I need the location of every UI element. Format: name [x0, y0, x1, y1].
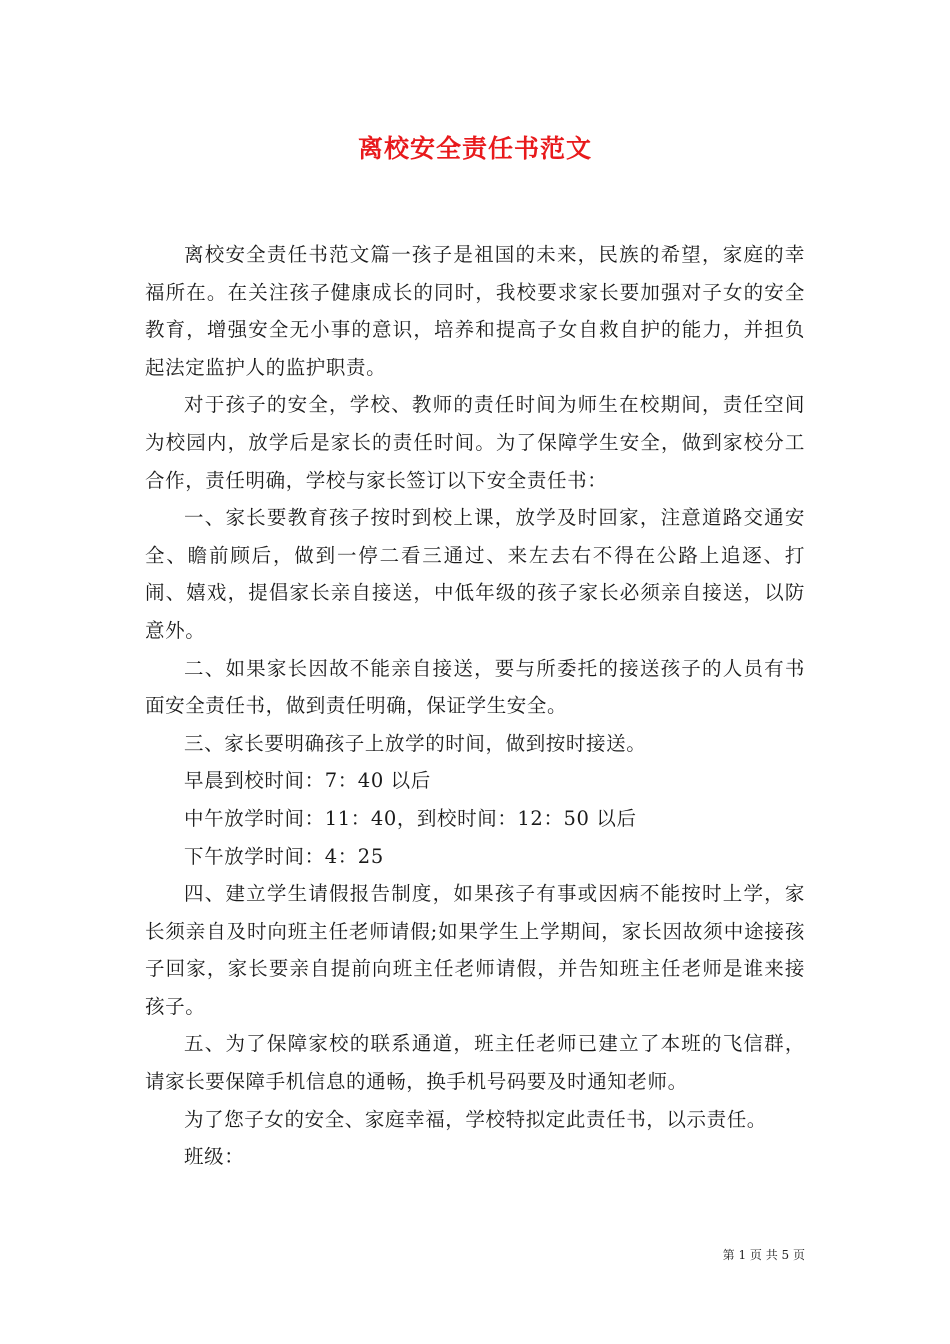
paragraph-item-1: 一、家长要教育孩子按时到校上课，放学及时回家，注意道路交通安全、瞻前顾后，做到一停二看三通过、来左去右不得在公路上追逐、打闹、嬉戏，提倡家长亲自接送，中低年级的孩子家长必须亲自接送，以防意外。 — [145, 506, 805, 642]
document-title: 离校安全责任书范文 — [357, 134, 592, 163]
schedule-morning: 早晨到校时间：7：40 以后 — [184, 769, 431, 793]
paragraph-intro: 离校安全责任书范文篇一孩子是祖国的未来，民族的希望，家庭的幸福所在。在关注孩子健康成长的同时，我校要求家长要加强对子女的安全教育，增强安全无小事的意识，培养和提高子女自救自护的能力，并担负起法定监护人的监护职责。 — [145, 243, 805, 379]
paragraph-item-4: 四、建立学生请假报告制度，如果孩子有事或因病不能按时上学，家长须亲自及时向班主任老师请假;如果学生上学期间，家长因故须中途接孩子回家，家长要亲自提前向班主任老师请假，并告知班主任老师是谁来接孩子。 — [145, 882, 805, 1018]
paragraph-item-2: 二、如果家长因故不能亲自接送，要与所委托的接送孩子的人员有书面安全责任书，做到责任明确，保证学生安全。 — [145, 656, 805, 718]
schedule-noon: 中午放学时间：11：40，到校时间：12：50 以后 — [184, 806, 637, 830]
paragraph-responsibility-scope: 对于孩子的安全，学校、教师的责任时间为师生在校期间，责任空间为校园内，放学后是家长的责任时间。为了保障学生安全，做到家校分工合作，责任明确，学校与家长签订以下安全责任书： — [145, 393, 805, 492]
class-field-label: 班级： — [184, 1145, 245, 1169]
paragraph-item-5: 五、为了保障家校的联系通道，班主任老师已建立了本班的飞信群，请家长要保障手机信息的通畅，换手机号码要及时通知老师。 — [145, 1032, 805, 1094]
page-number: 第 1 页 共 5 页 — [722, 1248, 805, 1262]
schedule-afternoon: 下午放学时间：4：25 — [184, 844, 384, 868]
document-body — [145, 236, 805, 1176]
paragraph-closing: 为了您子女的安全、家庭幸福，学校特拟定此责任书，以示责任。 — [184, 1107, 767, 1131]
paragraph-item-3: 三、家长要明确孩子上放学的时间，做到按时接送。 — [184, 731, 647, 755]
